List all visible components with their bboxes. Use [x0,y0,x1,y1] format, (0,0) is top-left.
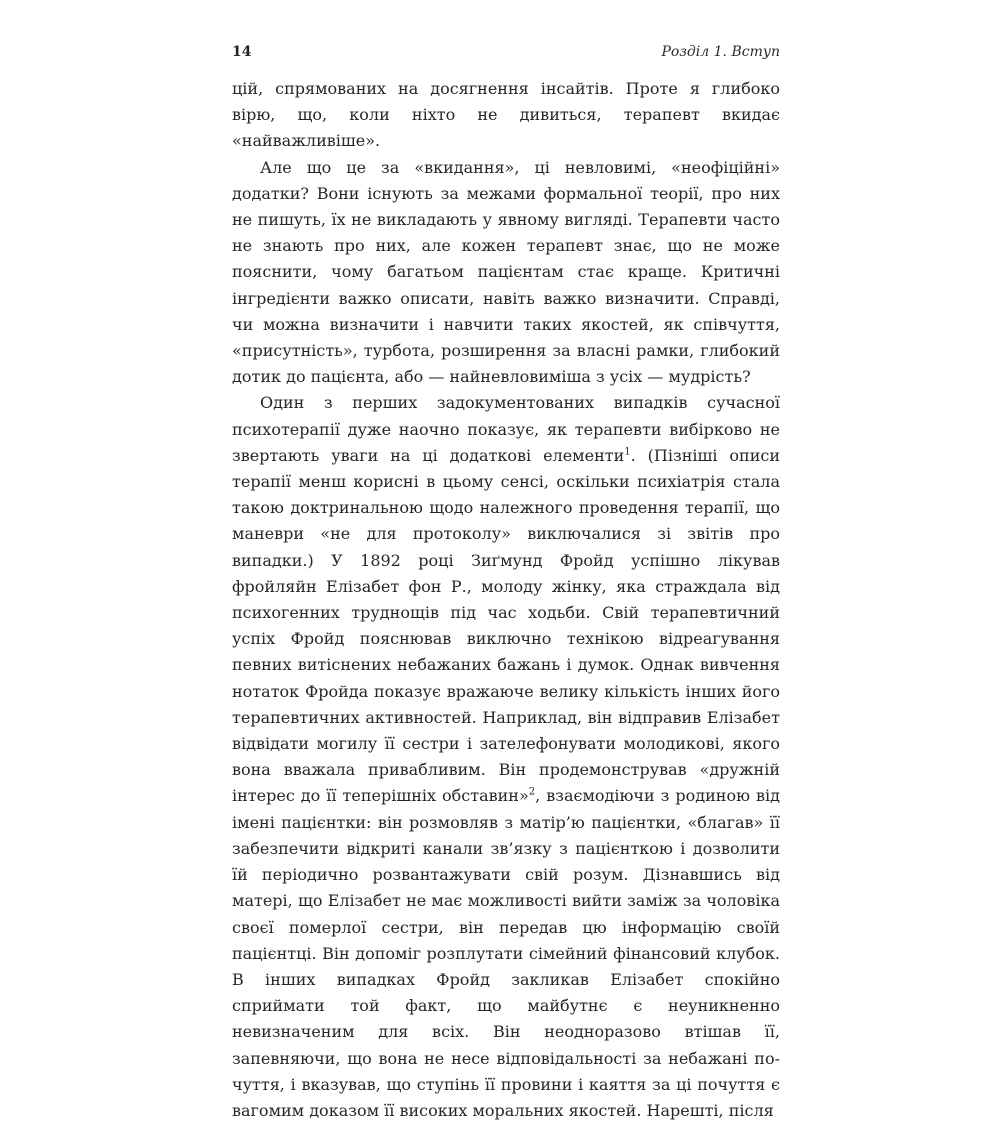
footnote-marker-2[interactable]: 2 [528,787,536,799]
paragraph-hidden-additions: Але що це за «вкидання», ці невловимі, «неофіційні» додатки? Вони існують за межами формальної теорії, про них не пишуть, їх не викладають у явному вигляді. Терапевти часто не знають про них, але кожен терапевт знає, що не може пояснити, чому багатьом пацієнтам стає краще. Критичні інгредієнти важко описати, навіть важко визначити. Справді, чи можна визначити і навчити таких якостей, як співчуття, «присутність», турбота, розширення за власні рамки, глибокий дотик до пацієнта, або — найневловиміша з усіх — мудрість? [232,157,780,387]
footnote-marker-1[interactable]: 1 [624,446,631,458]
freud-case-text-part-3: , взаємодіючи з родиною від імені пацієнтки: він розмовляв з матір’ю пацієнтки, «благав» її забезпечити відкриті канали зв’язку з пацієнткою і дозволити їй періодично розвантажувати свій розум. Дізнавшись від матері, що Елізабет не має можливості вийти заміж за чоловіка своєї померлої сестри, він передав цю інформацію своїй пацієнтці. Він допоміг розплутати сімейний фінансовий клубок. В інших випадках Фройд закликав Елізабет спокійно сприймати той факт, що майбутнє є неуникненно невизначеним для всіх. Він неодноразово втішав її, запевняючи, що вона не несе відповідальності за небажані почуття, і вказував, що ступінь її провини і каяття за ці почуття є вагомим доказом її високих моральних якостей. Нарешті, після [232,786,780,1120]
paragraph-freud-case [232,390,780,1124]
running-header [232,44,780,66]
freud-case-text-part-2: . (Пізніші описи терапії менш корисні в цьому сенсі, оскільки психіатрія стала такою доктринальною щодо належного проведення терапії, що маневри «не для протоколу» виключалися зі звітів про випадки.) У 1892 році Зиґмунд Фройд успішно лікував фройляйн Елізабет фон Р., молоду жінку, яка страждала від психогенних труднощів під час ходьби. Свій терапевтичний успіх Фройд пояснював виключно технікою відреагування певних витіснених небажаних бажань і думок. Однак вивчення нотаток Фройда показує вражаюче велику кількість інших його терапевтичних активностей. Наприклад, він відправив Елізабет відвідати могилу її сестри і зателефонувати молодикові, якого вона вважала привабливим. Він продемонстрував «дружній інтерес до її теперішніх обставин» [232,445,780,806]
body-text [232,76,780,1124]
paragraph-continuation: цій, спрямованих на досягнення інсайтів. Проте я глибоко вірю, що, коли ніхто не дивиться, терапевт вкидає «найважливіше». [232,79,780,151]
chapter-title: Розділ 1. Вступ [661,44,780,60]
freud-case-text-part-1: Один з перших задокументованих випадків сучасної психотерапії дуже наочно показує, як терапевти вибірково не звертають уваги на ці додаткові елементи [232,393,780,465]
page-number: 14 [232,44,252,60]
